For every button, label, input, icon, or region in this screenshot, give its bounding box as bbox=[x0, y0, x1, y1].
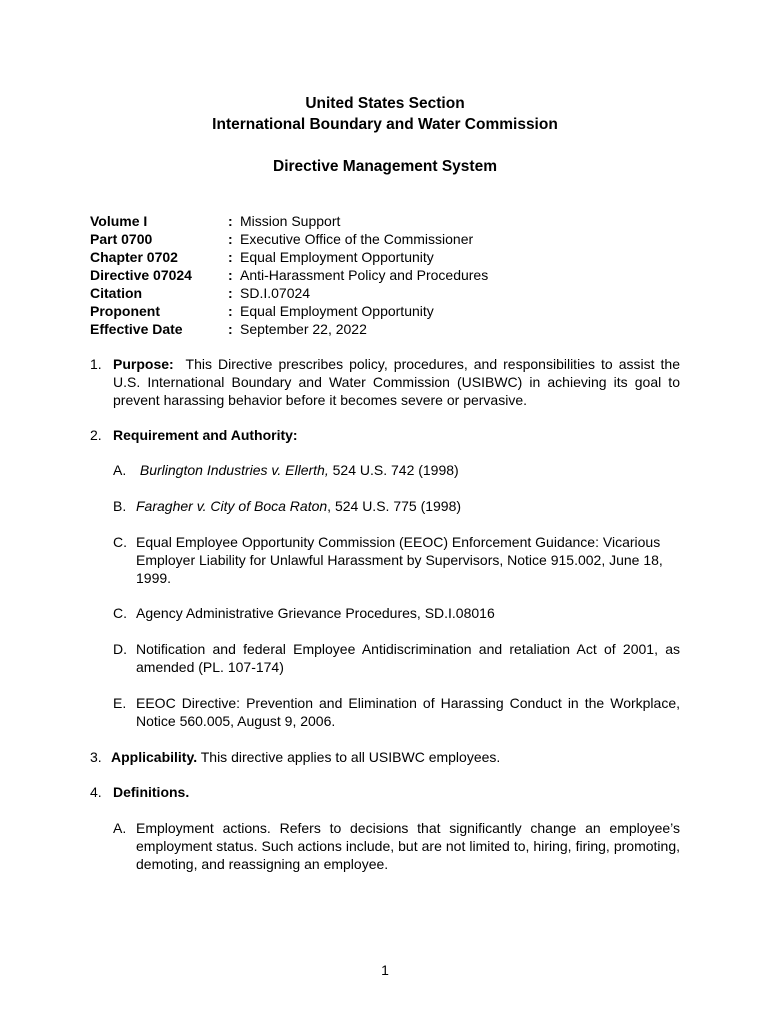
section-heading: Purpose: bbox=[113, 356, 174, 372]
item-text bbox=[136, 461, 680, 479]
case-citation: 524 U.S. 742 (1998) bbox=[332, 462, 459, 478]
authority-item bbox=[113, 461, 680, 479]
section-text bbox=[113, 426, 680, 444]
section-heading: Applicability. bbox=[111, 749, 198, 765]
document-header bbox=[0, 93, 770, 177]
header-line-2: International Boundary and Water Commission bbox=[212, 116, 558, 133]
item-letter: C. bbox=[113, 605, 127, 621]
meta-row-chapter bbox=[90, 248, 488, 266]
section-heading: Definitions. bbox=[113, 784, 190, 800]
section-requirement-authority bbox=[90, 426, 680, 444]
directive-metadata bbox=[90, 212, 488, 338]
meta-value: Equal Employment Opportunity bbox=[240, 249, 434, 265]
meta-row-effective-date bbox=[90, 320, 488, 338]
item-text: EEOC Directive: Prevention and Elimination of Harassing Conduct in the Workplace, Notice 560.005, August 9, 2006. bbox=[136, 695, 680, 729]
meta-colon: : bbox=[228, 321, 233, 337]
item-letter: A. bbox=[113, 820, 127, 836]
meta-label: Part 0700 bbox=[90, 231, 153, 247]
authority-item bbox=[113, 604, 680, 622]
authority-item bbox=[113, 640, 680, 676]
case-name: Faragher v. City of Boca Raton bbox=[136, 498, 328, 514]
section-body: This directive applies to all USIBWC employees. bbox=[200, 749, 501, 765]
meta-row-citation bbox=[90, 284, 488, 302]
meta-colon: : bbox=[228, 249, 233, 265]
meta-label: Volume I bbox=[90, 213, 148, 229]
meta-value: September 22, 2022 bbox=[240, 321, 367, 337]
section-heading: Requirement and Authority: bbox=[113, 427, 298, 443]
authority-item bbox=[113, 694, 680, 730]
case-name: Burlington Industries v. Ellerth, bbox=[139, 462, 329, 478]
item-letter: A. bbox=[113, 462, 127, 478]
meta-colon: : bbox=[228, 231, 233, 247]
meta-value: Mission Support bbox=[240, 213, 341, 229]
item-text: Agency Administrative Grievance Procedures, SD.I.08016 bbox=[136, 605, 495, 621]
meta-row-proponent bbox=[90, 302, 488, 320]
header-line-1: United States Section bbox=[305, 95, 465, 112]
meta-label: Effective Date bbox=[90, 321, 183, 337]
meta-value: Executive Office of the Commissioner bbox=[240, 231, 474, 247]
item-text bbox=[136, 497, 680, 515]
section-text bbox=[113, 783, 680, 801]
meta-value: Equal Employment Opportunity bbox=[240, 303, 434, 319]
item-text: Employment actions. Refers to decisions that significantly change an employee’s employment status. Such actions include, but are not limited to, hiring, firing, promoting, demoting, and reassigning an employee. bbox=[136, 820, 680, 872]
item-letter: B. bbox=[113, 498, 127, 514]
meta-label: Citation bbox=[90, 285, 143, 301]
meta-colon: : bbox=[228, 213, 233, 229]
item-letter: E. bbox=[113, 695, 127, 711]
item-text: Equal Employee Opportunity Commission (EEOC) Enforcement Guidance: Vicarious Employer Liability for Unlawful Harassment by Supervisors, Notice 915.002, June 18, 1999. bbox=[136, 534, 663, 586]
section-number: 4. bbox=[90, 784, 102, 800]
meta-value: Anti-Harassment Policy and Procedures bbox=[240, 267, 489, 283]
section-text bbox=[111, 748, 680, 766]
section-definitions bbox=[90, 783, 680, 801]
authority-item bbox=[113, 533, 680, 587]
section-number: 1. bbox=[90, 356, 102, 372]
section-body: This Directive prescribes policy, procedures, and responsibilities to assist the U.S. International Boundary and Water Commission (USIBWC) in achieving its goal to prevent harassing behavior before it becomes severe or pervasive. bbox=[113, 356, 680, 408]
meta-row-directive bbox=[90, 266, 488, 284]
section-text bbox=[113, 355, 680, 409]
item-letter: C. bbox=[113, 534, 127, 550]
case-citation: , 524 U.S. 775 (1998) bbox=[327, 498, 462, 514]
section-purpose bbox=[90, 355, 680, 409]
meta-label: Chapter 0702 bbox=[90, 249, 178, 265]
section-number: 2. bbox=[90, 427, 102, 443]
section-number: 3. bbox=[90, 749, 102, 765]
meta-colon: : bbox=[228, 303, 233, 319]
meta-label: Proponent bbox=[90, 303, 160, 319]
meta-label: Directive 07024 bbox=[90, 267, 192, 283]
header-system-title: Directive Management System bbox=[273, 158, 497, 175]
section-applicability bbox=[90, 748, 680, 766]
meta-value: SD.I.07024 bbox=[240, 285, 311, 301]
meta-row-volume bbox=[90, 212, 488, 230]
item-text: Notification and federal Employee Antidiscrimination and retaliation Act of 2001, as amended (PL. 107-174) bbox=[136, 641, 680, 675]
page-number: 1 bbox=[381, 962, 389, 978]
item-letter: D. bbox=[113, 641, 127, 657]
authority-item bbox=[113, 497, 680, 515]
definition-item bbox=[113, 819, 680, 873]
meta-colon: : bbox=[228, 267, 233, 283]
meta-colon: : bbox=[228, 285, 233, 301]
meta-row-part bbox=[90, 230, 488, 248]
